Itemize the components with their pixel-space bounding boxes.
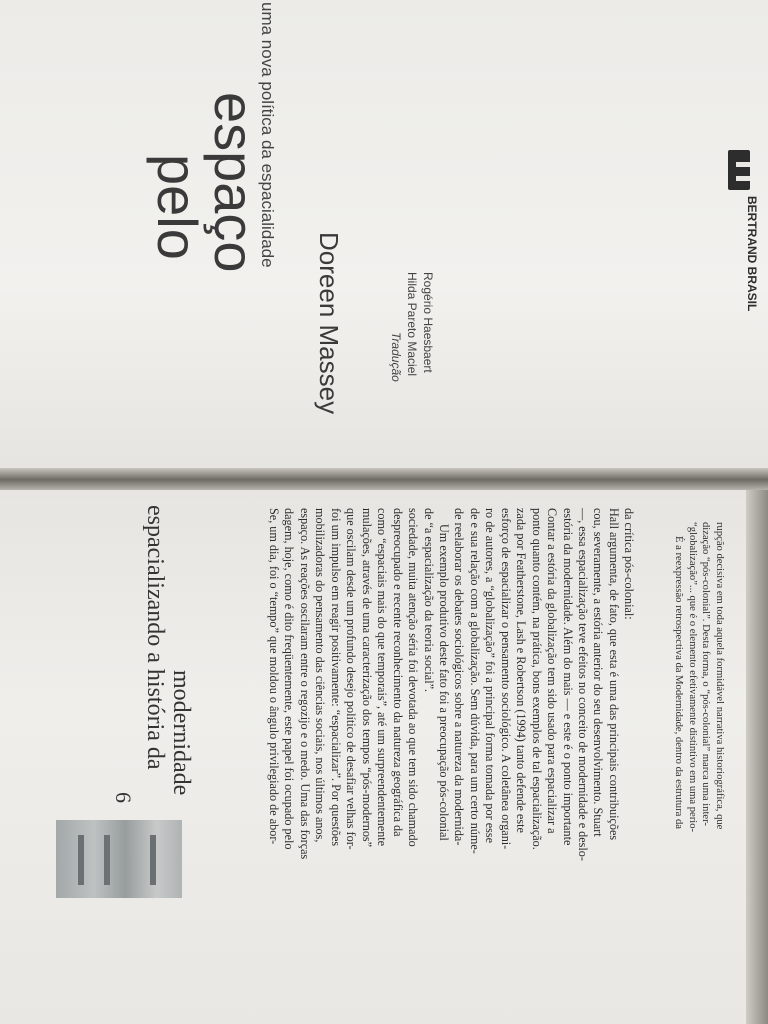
book-subtitle: uma nova política da espacialidade	[258, 2, 277, 268]
body-line: como “espaciais mais do que temporais”, até um surpreendentemente	[375, 508, 390, 847]
body-line: de reelaborar os debates sociológicos sobre a natureza da modernida-	[452, 508, 467, 846]
body-line: mulações, através de uma caracterização dos tempos “pós-modernos”	[359, 508, 374, 848]
body-line: de e sua relação com a globalização. Sem dúvida, para um certo núme-	[467, 508, 482, 854]
author-name: Doreen Massey	[314, 232, 344, 415]
chapter-number: 6	[111, 792, 136, 803]
quote-line: rupção decisiva em toda aquela formidável narrativa historiográfica, que	[713, 522, 725, 830]
chapter-title-line2: modernidade	[168, 670, 194, 796]
body-line: cou, severamente, a estória anterior do seu desenvolvimento. Stuart	[591, 508, 606, 837]
cover-page	[0, 0, 768, 478]
body-line: esforço de espacializar o pensamento sociológico. A coletânea organi-	[498, 508, 513, 850]
quote-line: “globalização”... que é o elemento efetivamente distintivo em uma perio-	[686, 522, 698, 833]
body-line: mobilizadoras do pensamento das ciências sociais, nos últimos anos,	[313, 508, 328, 843]
strip-mark-2	[104, 835, 110, 885]
quote-line: dização “pós-colonial”. Desta forma, o “pós-colonial” marca uma inter-	[700, 522, 711, 826]
body-line: zada por Featherstone, Lash e Robertson (1994) tanto defende este	[514, 508, 529, 833]
body-line: da crítica pós-colonial:	[622, 508, 637, 620]
body-line: foi um impulso em reagir positivamente: “espacializar”. Por questões	[328, 508, 343, 847]
body-line: despreocupado e recente reconhecimento da natureza geográfica da	[390, 508, 405, 837]
body-line: Hall argumenta, de fato, que esta é uma das principais contribuições	[606, 508, 621, 841]
publisher-logo-icon	[728, 150, 750, 190]
body-line: Contar a estória da globalização tem sido usado para espacializar a	[545, 508, 560, 834]
page-edge-shadow	[746, 490, 768, 1024]
body-line: dagem, hoje, como é dito freqüentemente, este papel foi ocupado pelo	[282, 508, 297, 850]
translator-2: Rogério Haesbaert	[421, 272, 435, 373]
body-line: espaço. As reações oscilaram entre o regozijo e o medo. Uma das forças	[297, 508, 312, 860]
body-line: ponto quanto contém, na prática, bons exemplos de tal espacialização.	[529, 508, 544, 850]
body-line: de “a espacialização da teoria social”.	[421, 508, 436, 693]
chapter-image-strip	[56, 820, 182, 898]
translation-label: Tradução	[389, 332, 403, 382]
translator-1: Hilda Pareto Maciel	[405, 272, 419, 377]
body-line: estória da modernidade. Além do mais — e este é o ponto importante	[560, 508, 575, 846]
body-line: sociedade, muita atenção séria foi devotada ao que tem sido chamado	[406, 508, 421, 847]
publisher-name: BERTRAND BRASIL	[745, 196, 759, 312]
body-line: ro de autores, a “globalização” foi a principal forma tomada por esse	[483, 508, 498, 844]
book-title-line2: espaço	[203, 92, 266, 273]
strip-mark-1	[78, 835, 84, 885]
body-line: —, essa espacialização teve efeitos no conceito de modernidade e deslo-	[576, 508, 590, 861]
body-line: Um exemplo produtivo deste fato foi a preocupação pós-colonial	[436, 524, 451, 841]
body-line: Se, um dia, foi o “tempo” que moldou o ângulo privilegiado de abor-	[267, 508, 281, 845]
book-title-line1: pelo	[146, 154, 209, 260]
strip-mark-3	[150, 835, 156, 885]
quote-line: É a reexpressão retrospectiva da Modernidade, dentro da estrutura da	[673, 536, 684, 829]
chapter-title-line1: espacializando a história da	[142, 505, 168, 770]
body-line: que oscilam desde um profundo desejo político de desafiar velhas for-	[344, 508, 359, 850]
